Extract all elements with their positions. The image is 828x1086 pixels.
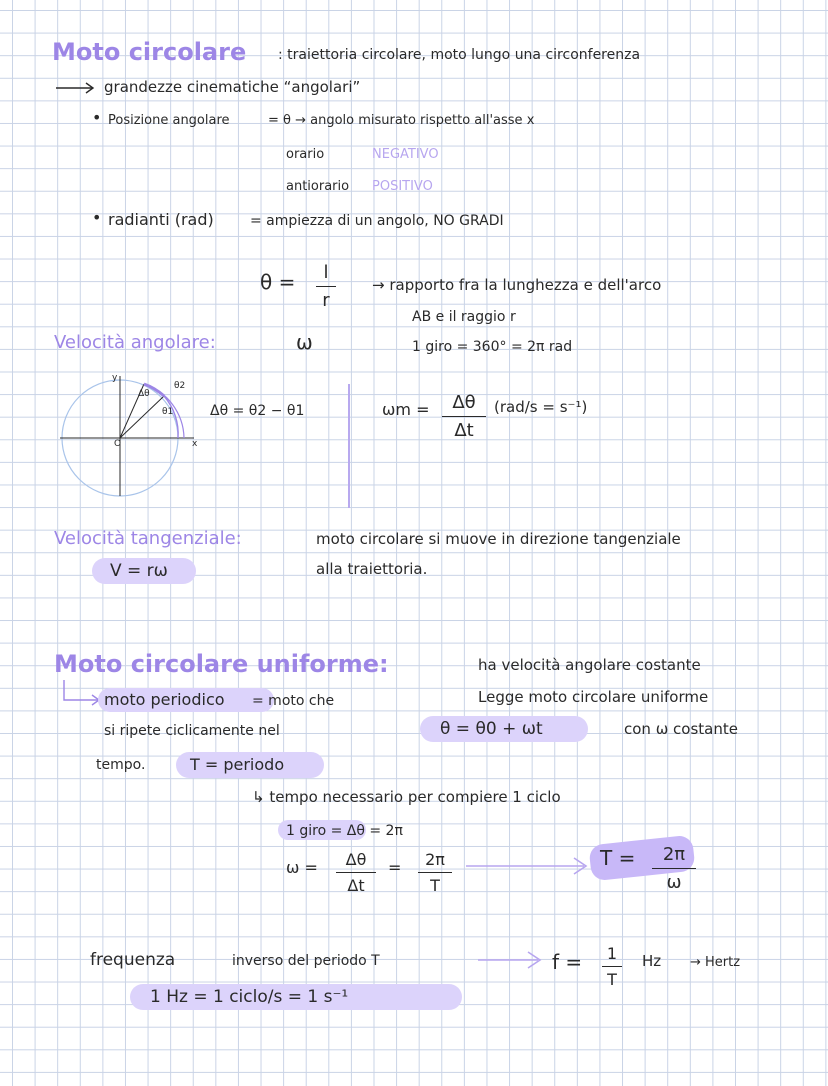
frequenza-label: frequenza: [90, 950, 176, 970]
radianti-def: = ampiezza di un angolo, NO GRADI: [250, 213, 504, 229]
ratio-text-1: → rapporto fra la lunghezza e dell'arco: [372, 276, 662, 294]
diagram-origin-label: O: [114, 439, 122, 449]
delta-theta-eq: Δθ = θ2 − θ1: [210, 403, 305, 419]
posizione-angolare-label: Posizione angolare: [108, 113, 230, 128]
negativo-label: NEGATIVO: [372, 147, 439, 162]
ratio-text-2: AB e il raggio r: [412, 309, 516, 325]
f-lhs: f =: [552, 950, 583, 974]
theta-lhs: θ =: [260, 270, 296, 294]
corner-arrow-icon: [62, 680, 102, 704]
omega-equals: =: [388, 858, 402, 877]
title-moto-circolare-uniforme: Moto circolare uniforme:: [54, 650, 389, 678]
title-moto-circolare: Moto circolare: [52, 38, 247, 66]
hertz-label: → Hertz: [690, 955, 741, 970]
giro-eq: 1 giro = Δθ = 2π: [286, 823, 403, 839]
wm-den: Δt: [454, 420, 474, 441]
legge-label: Legge moto circolare uniforme: [478, 688, 709, 706]
omega-num-1: Δθ: [345, 850, 367, 869]
legge-formula: θ = θ0 + ωt: [440, 719, 543, 739]
periodico-line-2: si ripete ciclicamente nel: [104, 723, 280, 739]
omega-symbol: ω: [296, 330, 313, 354]
bullet-dot-icon: •: [92, 108, 102, 127]
omega-fraction-2: [418, 850, 452, 895]
arrow-icon: [466, 856, 590, 876]
diagram-y-label: y: [112, 373, 118, 383]
diagram-theta1-label: θ1: [162, 407, 174, 417]
vertical-divider: [348, 384, 350, 508]
giro-text: 1 giro = 360° = 2π rad: [412, 339, 573, 355]
f-den: T: [607, 970, 617, 989]
theta-den: r: [322, 290, 330, 311]
angle-diagram: [60, 372, 210, 496]
periodo-label: T = periodo: [190, 755, 285, 774]
arrow-icon: [56, 82, 96, 94]
orario-label: orario: [286, 147, 325, 162]
title-velocita-angolare: Velocità angolare:: [54, 332, 216, 353]
bullet-dot-icon: •: [92, 208, 102, 227]
title-velocita-tangenziale: Velocità tangenziale:: [54, 528, 242, 549]
tempo-necessario-text: ↳ tempo necessario per compiere 1 ciclo: [252, 788, 561, 806]
wm-fraction: [442, 392, 486, 441]
theta-fraction: [316, 262, 336, 311]
title-definition: : traiettoria circolare, moto lungo una circonferenza: [278, 47, 641, 63]
wm-num: Δθ: [452, 392, 476, 413]
omega-num-2: 2π: [425, 850, 445, 869]
frequenza-text: inverso del periodo T: [232, 953, 380, 969]
moto-periodico-text: = moto che: [252, 693, 335, 709]
arrow-icon: [478, 950, 544, 970]
period-fraction: [652, 844, 696, 893]
antiorario-label: antiorario: [286, 179, 350, 194]
posizione-angolare-eq: = θ → angolo misurato rispetto all'asse x: [268, 113, 535, 128]
hz-unit: Hz: [642, 952, 662, 970]
period-den: ω: [666, 872, 682, 893]
uniforme-def: ha velocità angolare costante: [478, 656, 701, 674]
moto-periodico-label: moto periodico: [104, 690, 225, 709]
wm-unit: (rad/s = s⁻¹): [494, 398, 588, 416]
wm-lhs: ωm =: [382, 400, 430, 419]
con-costante: con ω costante: [624, 720, 738, 738]
period-lhs: T =: [600, 846, 636, 870]
omega-den-1: Δt: [347, 876, 365, 895]
diagram-x-label: x: [192, 439, 198, 449]
tangenziale-text-2: alla traiettoria.: [316, 560, 428, 578]
diagram-delta-label: Δθ: [138, 389, 150, 399]
tangenziale-text-1: moto circolare si muove in direzione tangenziale: [316, 530, 681, 548]
hz-definition: 1 Hz = 1 ciclo/s = 1 s⁻¹: [150, 987, 349, 1007]
periodico-line-3: tempo.: [96, 757, 146, 773]
omega-fraction-1: [336, 850, 376, 895]
f-num: 1: [606, 944, 618, 963]
theta-num: l: [323, 262, 329, 283]
vrw-formula: V = rω: [110, 561, 168, 581]
omega-lhs: ω =: [286, 858, 318, 877]
radianti-label: radianti (rad): [108, 210, 214, 229]
f-fraction: [602, 944, 622, 989]
diagram-theta2-label: θ2: [174, 381, 186, 391]
positivo-label: POSITIVO: [372, 179, 433, 194]
omega-den-2: T: [430, 876, 440, 895]
arrow-line-text: grandezze cinematiche “angolari”: [104, 78, 361, 96]
period-num: 2π: [662, 844, 686, 865]
